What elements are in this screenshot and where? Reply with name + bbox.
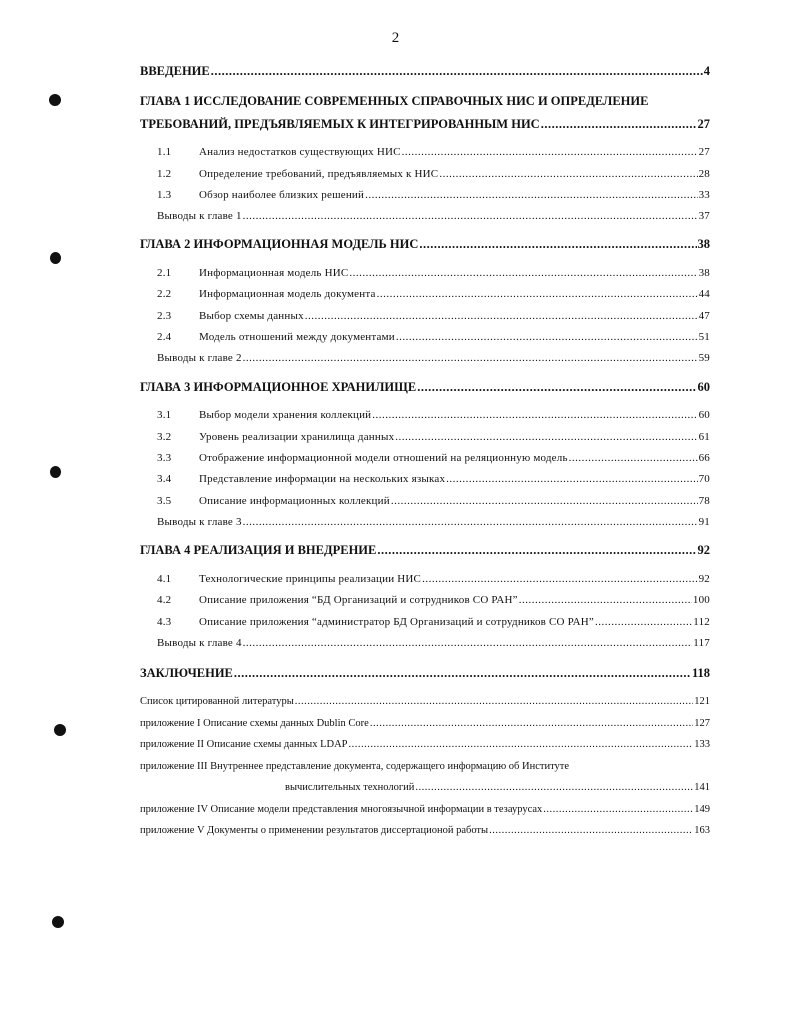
toc-entry-intro[interactable] xyxy=(140,64,710,79)
toc-entry-appendix-3[interactable] xyxy=(285,782,710,793)
toc-label: ГЛАВА 3 ИНФОРМАЦИОННОЕ ХРАНИЛИЩЕ xyxy=(140,380,417,394)
toc-entry-1-3[interactable] xyxy=(157,189,710,201)
toc-label: Выводы к главе 1 xyxy=(157,210,242,222)
toc-page: 163 xyxy=(694,825,710,836)
toc-entry-chapter-1[interactable] xyxy=(140,117,710,132)
scan-blot xyxy=(50,466,61,478)
toc-page: 60 xyxy=(697,380,710,394)
section-number: 1.3 xyxy=(157,189,172,201)
toc-page: 127 xyxy=(694,718,710,729)
toc-label: Модель отношений между документами xyxy=(199,331,395,343)
toc-entry-3-5[interactable] xyxy=(157,495,710,507)
scan-blot xyxy=(49,94,61,106)
toc-entry-1-2[interactable] xyxy=(157,168,710,180)
section-number: 2.2 xyxy=(157,288,172,300)
scan-blot xyxy=(50,252,61,264)
toc-label: Отображение информационной модели отношений на реляционную модель xyxy=(199,452,568,464)
toc-page: 66 xyxy=(698,452,710,464)
toc-label: Представление информации на нескольких языках xyxy=(199,473,446,485)
toc-page: 121 xyxy=(694,696,710,707)
toc-label: ВВЕДЕНИЕ xyxy=(140,64,210,78)
scan-blot xyxy=(52,916,64,928)
toc-page: 133 xyxy=(694,739,710,750)
toc-label: ГЛАВА 2 ИНФОРМАЦИОННАЯ МОДЕЛЬ НИС xyxy=(140,237,419,251)
toc-page: 59 xyxy=(698,352,710,364)
toc-page: 4 xyxy=(703,64,710,78)
toc-entry-4-1[interactable] xyxy=(157,573,710,585)
toc-entry-4-conclusions[interactable] xyxy=(157,637,710,649)
section-number: 1.2 xyxy=(157,168,172,180)
toc-page: 149 xyxy=(694,804,710,815)
toc-page: 141 xyxy=(694,782,710,793)
section-number: 2.3 xyxy=(157,310,172,322)
toc-entry-3-3[interactable] xyxy=(157,452,710,464)
section-number: 4.2 xyxy=(157,594,172,606)
toc-page: 38 xyxy=(697,237,710,251)
toc-page: 51 xyxy=(698,331,710,343)
toc-label: Выводы к главе 2 xyxy=(157,352,242,364)
toc-entry-appendix-1[interactable] xyxy=(140,718,710,729)
section-number: 3.3 xyxy=(157,452,172,464)
toc-page: 28 xyxy=(698,168,710,180)
toc-page: 92 xyxy=(698,573,710,585)
toc-label: ГЛАВА 4 РЕАЛИЗАЦИЯ И ВНЕДРЕНИЕ xyxy=(140,543,377,557)
toc-entry-appendix-2[interactable] xyxy=(140,739,710,750)
toc-label: Определение требований, предъявляемых к НИС xyxy=(199,168,439,180)
toc-entry-4-2[interactable] xyxy=(157,594,710,606)
toc-page: 112 xyxy=(693,616,710,628)
toc-entry-appendix-5[interactable] xyxy=(140,825,710,836)
toc-label: Анализ недостатков существующих НИС xyxy=(199,146,401,158)
toc-label: приложение V Документы о применении результатов диссертационой работы xyxy=(140,825,489,836)
toc-label: Выводы к главе 3 xyxy=(157,516,242,528)
toc-page: 27 xyxy=(697,117,710,131)
toc-entry-2-2[interactable] xyxy=(157,288,710,300)
toc-page: 78 xyxy=(698,495,710,507)
scan-blot xyxy=(54,724,66,736)
toc-label: Уровень реализации хранилища данных xyxy=(199,431,395,443)
toc-entry-3-1[interactable] xyxy=(157,409,710,421)
toc-entry-2-4[interactable] xyxy=(157,331,710,343)
toc-label: Выбор модели хранения коллекций xyxy=(199,409,372,421)
section-number: 2.1 xyxy=(157,267,172,279)
toc-label: Описание информационных коллекций xyxy=(199,495,390,507)
section-number: 4.1 xyxy=(157,573,172,585)
toc-label: приложение IV Описание модели представления многоязычной информации в тезаурусах xyxy=(140,804,543,815)
toc-label: ЗАКЛЮЧЕНИЕ xyxy=(140,666,233,680)
page-number: 2 xyxy=(391,30,400,46)
toc-label: Выводы к главе 4 xyxy=(157,637,242,649)
section-number: 1.1 xyxy=(157,146,172,158)
toc-entry-2-conclusions[interactable] xyxy=(157,352,710,364)
section-number: 2.4 xyxy=(157,331,172,343)
toc-page: 33 xyxy=(698,189,710,201)
toc-entry-4-3[interactable] xyxy=(157,616,710,628)
toc-entry-2-3[interactable] xyxy=(157,310,710,322)
toc-label: Список цитированной литературы xyxy=(140,696,294,707)
toc-label: Описание приложения “администратор БД Организаций и сотрудников СО РАН” xyxy=(199,616,594,628)
toc-page: 60 xyxy=(698,409,710,421)
section-number: 3.5 xyxy=(157,495,172,507)
toc-label: Описание приложения “БД Организаций и сотрудников СО РАН” xyxy=(199,594,518,606)
section-number: 3.1 xyxy=(157,409,172,421)
toc-entry-chapter-3[interactable] xyxy=(140,380,710,395)
toc-page: 47 xyxy=(698,310,710,322)
section-number: 3.2 xyxy=(157,431,172,443)
toc-entry-1-1[interactable] xyxy=(157,146,710,158)
toc-label: ТРЕБОВАНИЙ, ПРЕДЪЯВЛЯЕМЫХ К ИНТЕГРИРОВАННЫМ НИС xyxy=(140,117,540,131)
toc-entry-conclusion[interactable] xyxy=(140,666,710,681)
toc-page: 61 xyxy=(698,431,710,443)
toc-entry-2-1[interactable] xyxy=(157,267,710,279)
toc-entry-chapter-4[interactable] xyxy=(140,543,710,558)
toc-page: 37 xyxy=(698,210,710,222)
section-number: 4.3 xyxy=(157,616,172,628)
toc-entry-3-2[interactable] xyxy=(157,431,710,443)
toc-page: 118 xyxy=(691,666,710,680)
section-number: 3.4 xyxy=(157,473,172,485)
toc-page: 70 xyxy=(698,473,710,485)
toc-page: 38 xyxy=(698,267,710,279)
toc-label: Технологические принципы реализации НИС xyxy=(199,573,422,585)
toc-page: 27 xyxy=(698,146,710,158)
toc-page: 100 xyxy=(692,594,710,606)
toc-label: Обзор наиболее близких решений xyxy=(199,189,365,201)
toc-entry-1-conclusions[interactable] xyxy=(157,210,710,222)
toc-page: 91 xyxy=(698,516,710,528)
toc-label: приложение I Описание схемы данных Dublin Core xyxy=(140,718,369,729)
toc-label: Выбор схемы данных xyxy=(199,310,304,322)
chapter-1-title-line1[interactable]: ГЛАВА 1 ИССЛЕДОВАНИЕ СОВРЕМЕННЫХ СПРАВОЧНЫХ НИС И ОПРЕДЕЛЕНИЕ xyxy=(140,94,649,108)
toc-page: 117 xyxy=(693,637,710,649)
toc-entry-3-conclusions[interactable] xyxy=(157,516,710,528)
appendix-3-title-line1[interactable]: приложение III Внутреннее представление документа, содержащего информацию об Институте xyxy=(140,761,570,772)
toc-entry-references[interactable] xyxy=(140,696,710,707)
toc-label: Информационная модель документа xyxy=(199,288,376,300)
toc-entry-appendix-4[interactable] xyxy=(140,804,710,815)
toc-page: 44 xyxy=(698,288,710,300)
toc-page: 92 xyxy=(697,543,710,557)
toc-label: вычислительных технологий xyxy=(285,782,415,793)
toc-label: приложение II Описание схемы данных LDAP xyxy=(140,739,348,750)
toc-entry-3-4[interactable] xyxy=(157,473,710,485)
toc-label: Информационная модель НИС xyxy=(199,267,349,279)
toc-entry-chapter-2[interactable] xyxy=(140,237,710,252)
